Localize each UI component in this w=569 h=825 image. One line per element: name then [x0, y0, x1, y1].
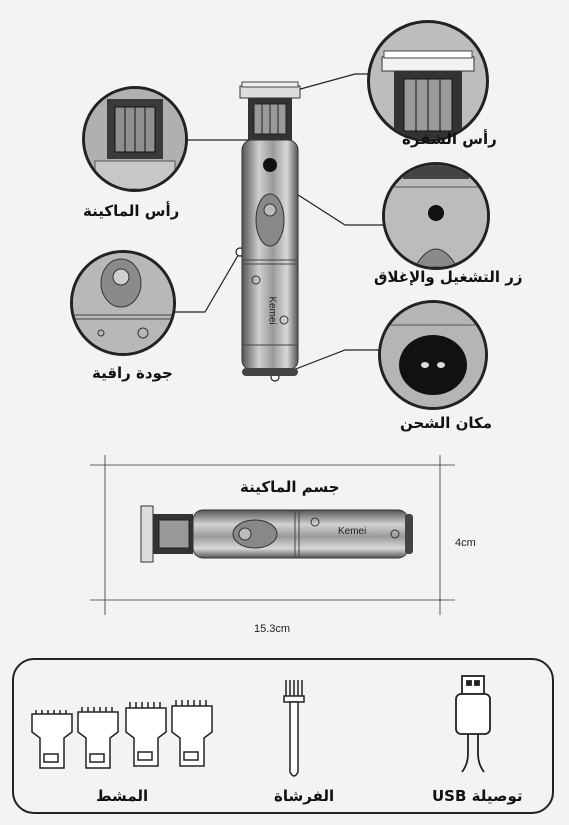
height-dimension: 4cm — [455, 537, 476, 549]
high-quality-label: جودة راقية — [92, 364, 173, 382]
charging-port-zoom — [378, 300, 488, 410]
high-quality-zoom — [70, 250, 176, 356]
power-button-zoom — [382, 162, 490, 270]
machine-head-label: رأس الماكينة — [83, 202, 180, 220]
machine-body-label: جسم الماكينة — [240, 478, 340, 496]
machine-head-zoom — [82, 86, 188, 192]
trimmer-image-vertical — [230, 80, 310, 380]
length-dimension: 15.3cm — [254, 623, 291, 635]
power-button-label: زر التشغيل والإغلاق — [374, 268, 523, 286]
usb-cable-icon — [444, 672, 504, 782]
brand-text: Kemei — [266, 295, 278, 325]
brand-logo-horizontal: Kemei — [338, 526, 367, 537]
combs-label: المشط — [96, 787, 149, 805]
comb-attachments-icon — [28, 700, 218, 775]
blade-head-label: رأس الشفرة — [402, 130, 497, 148]
blade-head-zoom — [367, 20, 489, 142]
trimmer-image-horizontal — [135, 500, 415, 570]
brush-icon — [280, 678, 310, 783]
usb-cable-label: توصيلة USB — [432, 787, 523, 805]
brand-logo-vertical — [262, 285, 282, 335]
brush-label: الفرشاة — [274, 787, 335, 805]
charging-port-label: مكان الشحن — [400, 414, 493, 432]
